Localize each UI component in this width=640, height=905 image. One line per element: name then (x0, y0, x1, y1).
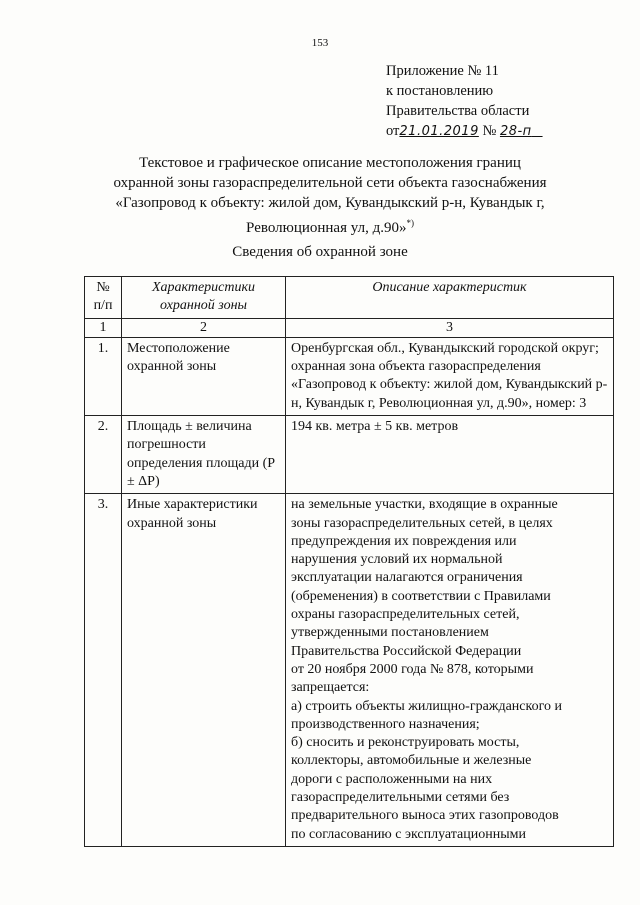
row-description: Оренбургская обл., Кувандыкский городской округ; охранная зона объекта газораспределения «Газопровод к объекту: жилой дом, Кувандыкский р-н, Кувандык г, Революционная ул, д.90», номер: 3 (286, 337, 614, 415)
row-characteristic: Иные характеристики охранной зоны (122, 494, 286, 847)
title-line-4: Революционная ул, д.90» (246, 220, 407, 236)
title-line-1: Текстовое и графическое описание местоположения границ (139, 155, 521, 171)
header-num: № п/п (85, 277, 122, 319)
table-row (85, 494, 614, 847)
appendix-line-1: Приложение № 11 (386, 63, 499, 79)
table-row (85, 337, 614, 415)
table-header-row (85, 277, 614, 319)
date-value: 21.01.2019 (399, 124, 479, 139)
appendix-date-line (386, 121, 626, 142)
date-prefix: от (386, 123, 400, 139)
row-characteristic: Местоположение охранной зоны (122, 337, 286, 415)
section-subtitle: Сведения об охранной зоне (232, 244, 408, 260)
table-row (85, 416, 614, 494)
row-num: 2. (85, 416, 122, 494)
row-num: 3. (85, 494, 122, 847)
title-line-2: охранной зоны газораспределительной сети объекта газоснабжения (113, 175, 547, 191)
page-number: 153 (311, 37, 329, 49)
appendix-block (386, 61, 626, 142)
row-description: 194 кв. метра ± 5 кв. метров (286, 416, 614, 494)
index-cell: 2 (122, 318, 286, 337)
index-cell: 3 (286, 318, 614, 337)
appendix-line-2: к постановлению (386, 83, 494, 99)
header-description: Описание характеристик (286, 277, 614, 319)
footnote-mark: *) (406, 218, 414, 228)
header-characteristic: Характеристики охранной зоны (122, 277, 286, 319)
document-title (60, 153, 600, 238)
row-num: 1. (85, 337, 122, 415)
row-description-long: на земельные участки, входящие в охранные зоны газораспределительных сетей, в целях предупреждения их повреждения или нарушения условий их нормальной эксплуатации налагаются ограничения (обременения) в соответствии с Правилами охраны газораспределительных сетей, утвержденными постановлением Правительства Российской Федерации от 20 ноября 2000 года № 878, которыми запрещается: а) строить объекты жилищно-гражданского и производственного назначения; б) сносить и реконструировать мосты, коллекторы, автомобильные и железные дороги с расположенными на них газораспределительными сетями без предварительного выноса этих газопроводов по согласованию с эксплуатационными (286, 494, 614, 847)
number-value: 28-п (499, 124, 532, 139)
appendix-line-3: Правительства области (386, 103, 530, 119)
zone-info-table (84, 276, 614, 847)
table-index-row (85, 318, 614, 337)
title-line-3: «Газопровод к объекту: жилой дом, Кувандыкский р-н, Кувандык г, (115, 195, 545, 211)
number-prefix: № (482, 123, 497, 139)
index-cell: 1 (85, 318, 122, 337)
row-characteristic: Площадь ± величина погрешности определения площади (P ± ΔP) (122, 416, 286, 494)
